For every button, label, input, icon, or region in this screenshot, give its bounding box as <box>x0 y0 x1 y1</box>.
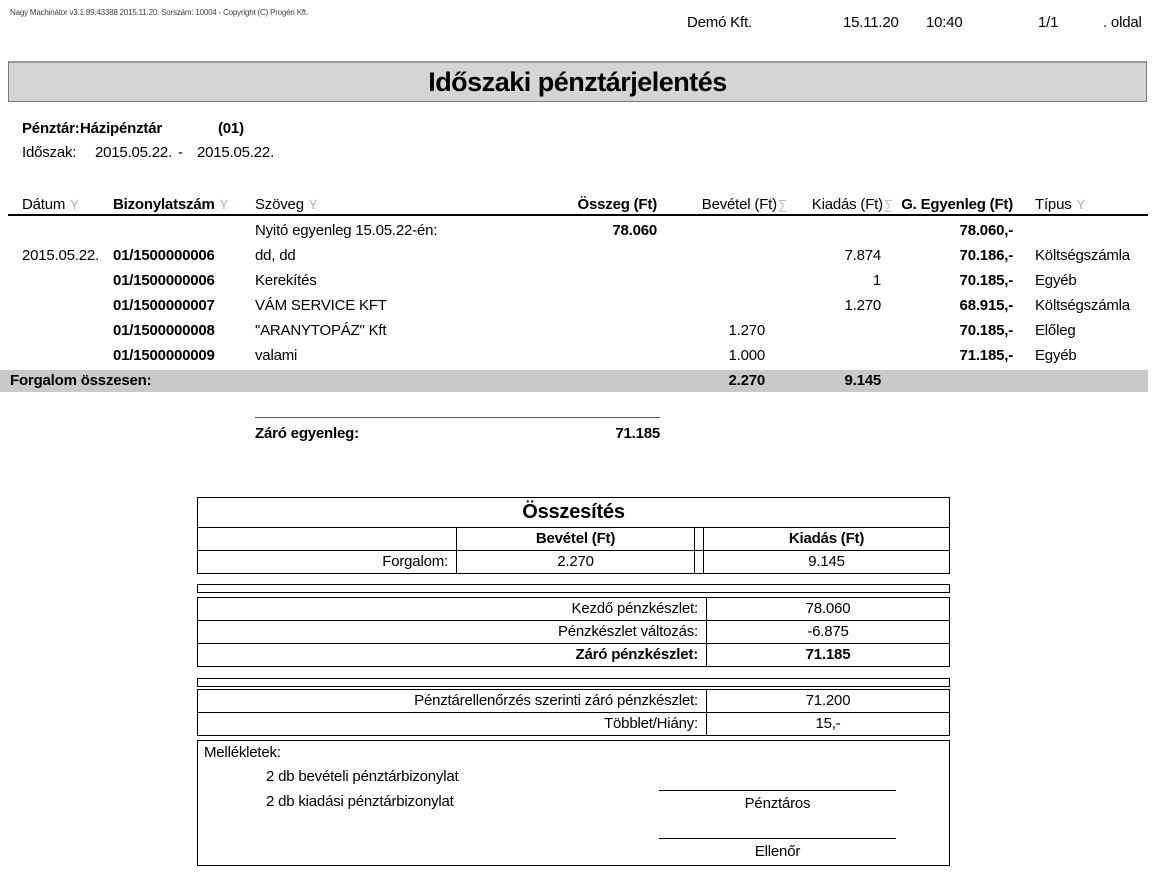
row-value: 15,- <box>706 713 949 735</box>
summary-forgalom-row <box>197 550 950 574</box>
cell-bevetel: 1.000 <box>728 347 765 364</box>
cell-szoveg: valami <box>255 347 298 364</box>
sum-icon[interactable]: ∑ <box>883 197 893 212</box>
cell-egyenleg: 70.186,- <box>959 247 1013 264</box>
forgalom-kiadas: 9.145 <box>808 553 845 570</box>
page-number-suffix: . oldal <box>1103 14 1142 31</box>
cell-bevetel: 1.270 <box>728 322 765 339</box>
cell-tipus: Egyéb <box>1035 347 1077 364</box>
transactions-table <box>8 194 1148 370</box>
row-label: Pénztárellenőrzés szerinti záró pénzkészlet: <box>414 692 698 709</box>
penztar-label: Pénztár: <box>22 120 80 137</box>
totals-kiadas: 9.145 <box>844 372 881 389</box>
attachments-title: Mellékletek: <box>204 744 281 761</box>
attachment-item: 2 db bevételi pénztárbizonylat <box>266 768 459 785</box>
cell-bizonylatszam: 01/1500000007 <box>113 297 215 314</box>
cell-kiadas: 7.874 <box>844 247 881 264</box>
table-row <box>8 320 1148 345</box>
row-value: -6.875 <box>706 621 949 643</box>
cell-bizonylatszam: 01/1500000008 <box>113 322 215 339</box>
cell-osszeg: 78.060 <box>612 222 657 239</box>
idoszak-from: 2015.05.22. <box>95 144 173 161</box>
cell-kiadas: 1 <box>872 272 881 289</box>
cell-bizonylatszam: 01/1500000006 <box>113 247 215 264</box>
table-row <box>8 295 1148 320</box>
table-row <box>8 245 1148 270</box>
cell-egyenleg: 70.185,- <box>959 272 1013 289</box>
totals-row <box>0 370 1148 392</box>
summary-header-row <box>197 527 950 551</box>
row-value: 78.060 <box>706 598 949 620</box>
cell-kiadas: 1.270 <box>844 297 881 314</box>
print-date: 15.11.20 <box>843 14 899 31</box>
idoszak-separator: - <box>178 144 183 161</box>
summary-title: Összesítés <box>522 501 625 523</box>
summary-header-bevetel: Bevétel (Ft) <box>456 528 694 550</box>
idoszak-label: Időszak: <box>22 144 77 161</box>
summary-title-row <box>197 497 950 528</box>
summary-header-empty <box>198 528 456 550</box>
cell-egyenleg: 71.185,- <box>959 347 1013 364</box>
summary-column-divider <box>694 551 704 573</box>
sum-icon[interactable]: ∑ <box>777 197 787 212</box>
table-header-row <box>8 194 1148 216</box>
page-number: 1/1 <box>1038 14 1059 31</box>
signature-line <box>659 790 896 791</box>
row-label: Többlet/Hiány: <box>604 715 698 732</box>
cell-egyenleg: 70.185,- <box>959 322 1013 339</box>
filter-icon[interactable]: Y <box>308 197 318 212</box>
penztar-name: Házipénztár <box>80 120 162 137</box>
summary-spacer <box>197 678 950 687</box>
cell-datum: 2015.05.22. <box>22 247 100 264</box>
row-label: Pénzkészlet változás: <box>557 623 698 640</box>
totals-label: Forgalom összesen: <box>10 372 152 389</box>
app-version-info: Nagy Machinátor v3.1.89.43388 2015.11.20. Sorszám: 10004 - Copyright (C) Progén Kft. <box>10 8 308 17</box>
summary-audit <box>197 690 950 736</box>
row-label: Záró pénzkészlet: <box>575 646 698 663</box>
summary-balances <box>197 598 950 667</box>
cell-tipus: Költségszámla <box>1035 297 1130 314</box>
forgalom-label: Forgalom: <box>382 553 448 570</box>
summary-row <box>197 620 950 644</box>
summary-spacer <box>197 584 950 593</box>
penztar-code: (01) <box>218 120 244 137</box>
filter-icon[interactable]: Y <box>70 197 79 212</box>
column-header-bizonylatszam: Bizonylatszám <box>113 196 215 213</box>
summary-header-kiadas: Kiadás (Ft) <box>788 530 865 547</box>
page-title: Időszaki pénztárjelentés <box>428 67 727 97</box>
column-header-osszeg: Összeg (Ft) <box>577 196 657 213</box>
cell-egyenleg: 78.060,- <box>959 222 1013 239</box>
signature-line <box>659 838 896 839</box>
summary-column-divider <box>694 528 704 550</box>
closing-balance <box>255 417 660 442</box>
column-header-bevetel: Bevétel (Ft) <box>701 196 777 213</box>
cell-tipus: Egyéb <box>1035 272 1077 289</box>
summary-row <box>197 712 950 736</box>
column-header-egyenleg: G. Egyenleg (Ft) <box>901 196 1013 213</box>
summary-row <box>197 597 950 621</box>
company-name: Demó Kft. <box>687 14 752 31</box>
cell-bizonylatszam: 01/1500000009 <box>113 347 215 364</box>
signature-role-ellenor: Ellenőr <box>754 843 801 860</box>
column-header-kiadas: Kiadás (Ft) <box>811 196 883 213</box>
idoszak-to: 2015.05.22. <box>197 144 275 161</box>
cell-tipus: Költségszámla <box>1035 247 1130 264</box>
cell-szoveg: Nyitó egyenleg 15.05.22-én: <box>255 222 438 239</box>
table-row <box>8 216 1148 245</box>
print-time: 10:40 <box>926 14 963 31</box>
summary-row <box>197 689 950 713</box>
signature-role-penztaros: Pénztáros <box>744 795 811 812</box>
summary-row <box>197 643 950 667</box>
cell-szoveg: Kerekítés <box>255 272 317 289</box>
table-row <box>8 270 1148 295</box>
cell-egyenleg: 68.915,- <box>959 297 1013 314</box>
filter-icon[interactable]: Y <box>1076 197 1085 212</box>
row-value: 71.200 <box>706 690 949 712</box>
column-header-tipus: Típus <box>1035 196 1072 213</box>
row-label: Kezdő pénzkészlet: <box>571 600 698 617</box>
cell-tipus: Előleg <box>1035 322 1076 339</box>
attachments-box <box>197 740 950 866</box>
attachment-item: 2 db kiadási pénztárbizonylat <box>266 793 454 810</box>
column-header-szoveg: Szöveg <box>255 196 304 213</box>
row-value: 71.185 <box>706 644 949 666</box>
filter-icon[interactable]: Y <box>219 197 229 212</box>
closing-balance-value: 71.185 <box>615 425 660 442</box>
summary-table <box>197 497 950 574</box>
cell-bizonylatszam: 01/1500000006 <box>113 272 215 289</box>
column-header-datum: Dátum <box>22 196 66 213</box>
report-title-banner <box>8 61 1147 102</box>
totals-bevetel: 2.270 <box>728 372 765 389</box>
cell-szoveg: VÁM SERVICE KFT <box>255 297 387 314</box>
forgalom-bevetel: 2.270 <box>456 551 694 573</box>
cell-szoveg: "ARANYTOPÁZ" Kft <box>255 322 387 339</box>
closing-balance-label: Záró egyenleg: <box>255 425 359 442</box>
table-row <box>8 345 1148 370</box>
cell-szoveg: dd, dd <box>255 247 296 264</box>
